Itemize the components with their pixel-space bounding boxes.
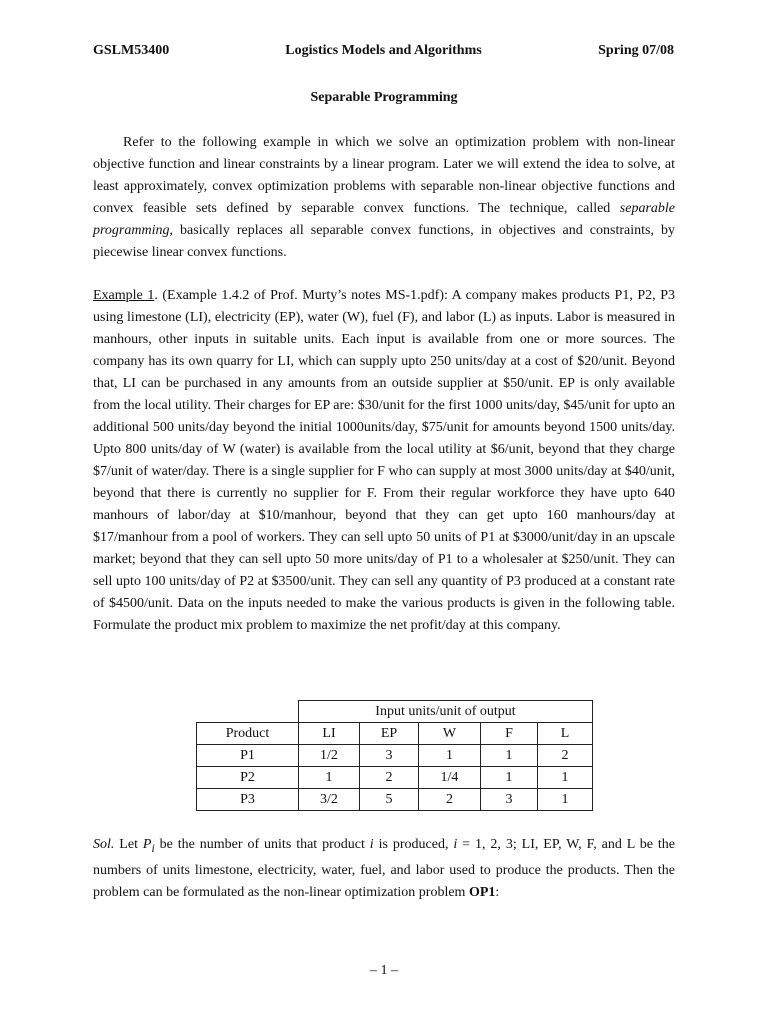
table-cell: 1 bbox=[481, 767, 538, 789]
variable-subscript: i bbox=[151, 841, 155, 855]
document-title: Separable Programming bbox=[310, 90, 458, 105]
table-cell: 2 bbox=[419, 789, 481, 811]
table-cell: 3 bbox=[481, 789, 538, 811]
intro-text-2: , basically replaces all separable convex functions, in objectives and constraints, by piecewise linear convex functions. bbox=[93, 223, 675, 260]
table-column-header: Product bbox=[197, 723, 299, 745]
solution-text-2: be the number of units that product bbox=[154, 837, 370, 852]
solution-paragraph bbox=[93, 834, 675, 904]
page-header bbox=[93, 43, 674, 63]
table-cell: 3/2 bbox=[299, 789, 360, 811]
table-cell: 1/2 bbox=[299, 745, 360, 767]
example-paragraph bbox=[93, 285, 675, 637]
course-code: GSLM53400 bbox=[93, 43, 170, 58]
solution-text-3: is produced, bbox=[373, 837, 454, 852]
table-cell: 1 bbox=[299, 767, 360, 789]
variable-i: i bbox=[453, 837, 458, 852]
input-requirements-table bbox=[196, 700, 593, 811]
table-cell: P2 bbox=[197, 767, 299, 789]
table-cell: 1/4 bbox=[419, 767, 481, 789]
course-title: Logistics Models and Algorithms bbox=[285, 43, 482, 58]
table-row bbox=[197, 789, 593, 811]
problem-name: OP1 bbox=[468, 884, 496, 900]
table-cell: 3 bbox=[360, 745, 419, 767]
table-column-header: EP bbox=[360, 723, 419, 745]
table-corner-cell bbox=[197, 701, 299, 723]
table-cell: P3 bbox=[197, 789, 299, 811]
page-number: – 1 – bbox=[370, 963, 398, 978]
variable-p: P bbox=[142, 837, 152, 852]
table-column-header: LI bbox=[299, 723, 360, 745]
example-text: . (Example 1.4.2 of Prof. Murty’s notes MS-1.pdf): A company makes products P1, P2, P3 using limestone (LI), electricity (EP), water (W), fuel (F), and labor (L) as inputs. Labor is measured in manhours, other inputs in suitable units. Each input is available from one or more sources. The company has its own quarry for LI, which can supply upto 250 units/day at a cost of $20/unit. Beyond that, LI can be purchased in any amounts from an outside supplier at $50/unit. EP is only available from the local utility. Their charges for EP are: $30/unit for the first 1000 units/day, $45/unit for upto an additional 500 units/day beyond the initial 1000units/day, $75/unit for amounts beyond 1500 units/day. Upto 800 units/day of W (water) is available from the local utility at $6/unit, beyond that they charge $7/unit of water/day. There is a single supplier for F who can supply at most 3000 units/day at $40/unit, beyond that there is currently no supplier for F. From their regular workforce they have upto 640 manhours of labor/day at $10/manhour, beyond that they can get upto 160 manhours/day at $17/manhour from a pool of workers. They can sell upto 50 units of P1 at $3000/unit/day in an upscale market; beyond that they can sell upto 50 more units/day of P1 to a wholesaler at $250/unit. They can sell upto 100 units/day of P2 at $3500/unit. They can sell any quantity of P3 produced at a constant rate of $4500/unit. Data on the inputs needed to make the various products is given in the following table. Formulate the product mix problem to maximize the net profit/day at this company. bbox=[93, 288, 676, 633]
table-group-header-row bbox=[197, 701, 593, 723]
intro-text-1: Refer to the following example in which we solve an optimization problem with non-linear objective function and linear constraints by a linear program. Later we will extend the idea to solve, at least approximately, convex optimization problems with separable non-linear objective functions and convex feasible sets defined by separable convex functions. The technique, called bbox=[93, 135, 675, 216]
variable-i: i bbox=[369, 837, 374, 852]
term: Spring 07/08 bbox=[598, 43, 674, 58]
intro-emphasis: separable programming bbox=[93, 201, 675, 238]
solution-text-4: = 1, 2, 3; LI, EP, W, F, and L be the numbers of units limestone, electricity, water, fuel, and labor used to produce the products. Then the problem can be formulated as the non-linear optimization problem bbox=[93, 837, 675, 900]
table-column-header: F bbox=[481, 723, 538, 745]
table-cell: 1 bbox=[538, 789, 593, 811]
table-cell: P1 bbox=[197, 745, 299, 767]
table-cell: 1 bbox=[481, 745, 538, 767]
table-row bbox=[197, 745, 593, 767]
solution-text-1: Let bbox=[114, 837, 143, 852]
table-row bbox=[197, 767, 593, 789]
solution-text-end: : bbox=[495, 884, 500, 900]
table-cell: 2 bbox=[360, 767, 419, 789]
table-header-row bbox=[197, 723, 593, 745]
table-column-header: L bbox=[538, 723, 593, 745]
table-group-header: Input units/unit of output bbox=[299, 701, 593, 723]
example-label: Example 1 bbox=[93, 288, 155, 303]
table-column-header: W bbox=[419, 723, 481, 745]
solution-label: Sol. bbox=[93, 837, 115, 852]
table-cell: 1 bbox=[538, 767, 593, 789]
intro-paragraph bbox=[93, 132, 675, 264]
table-cell: 1 bbox=[419, 745, 481, 767]
table-cell: 2 bbox=[538, 745, 593, 767]
table-cell: 5 bbox=[360, 789, 419, 811]
